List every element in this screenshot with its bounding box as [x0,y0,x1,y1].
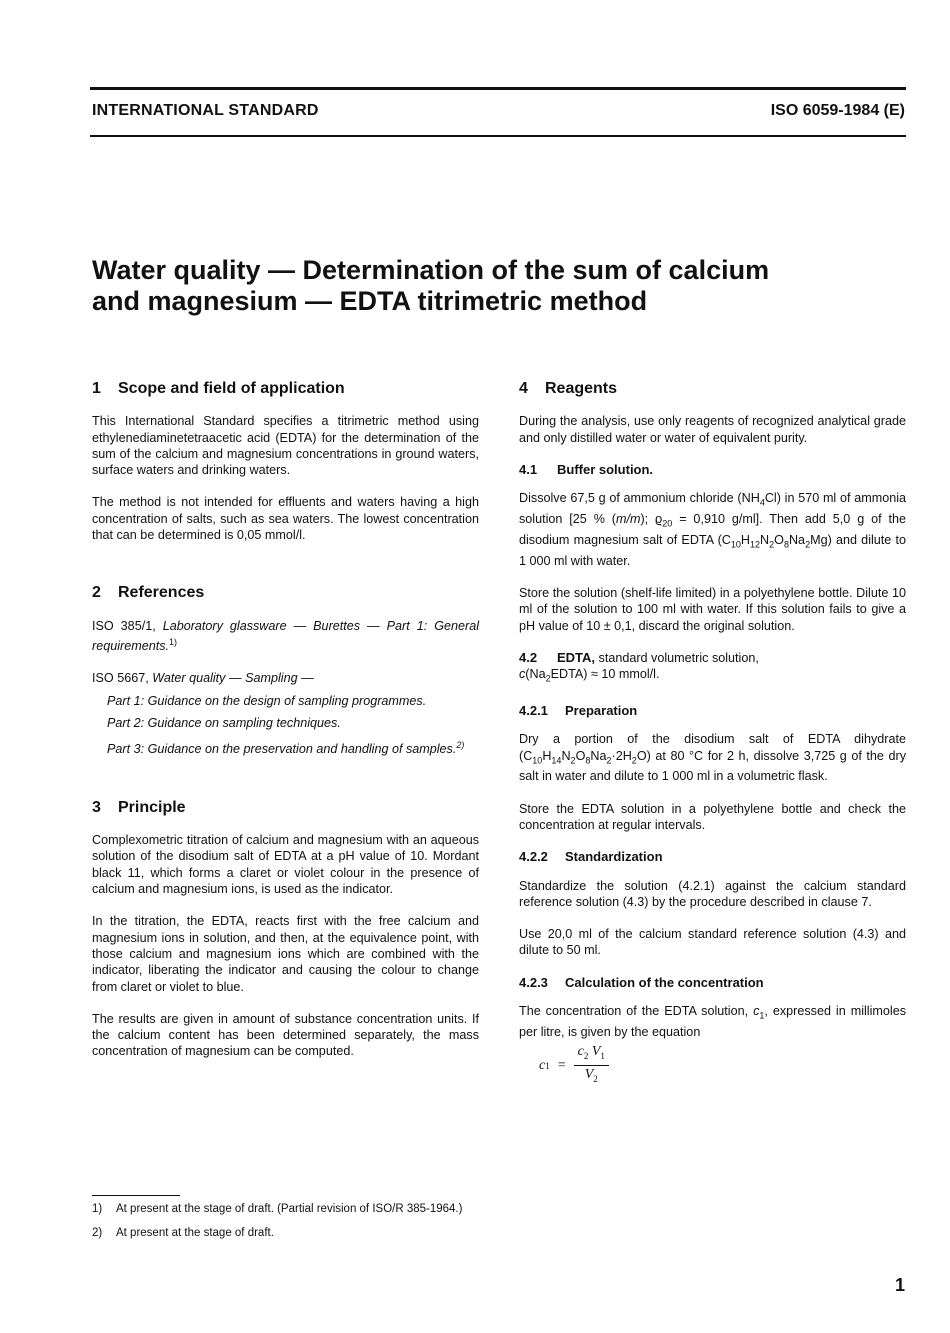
right-column [519,381,906,1087]
title-line-2: and magnesium — EDTA titrimetric method [92,286,648,316]
section-1-paragraph-2: The method is not intended for effluents and waters having a high concentration of salts, such as sea waters. The lowest concentration that can be determined is 0,05 mmol/l. [92,495,479,543]
subsection-4-2-1-paragraph-2: Store the EDTA solution in a polyethylene bottle and check the concentration at regular intervals. [519,801,906,832]
reference-part-2: Part 2: Guidance on sampling techniques. [107,716,341,731]
equation-denominator: $V_2$ [584,1067,598,1084]
footnote-1: 1) At present at the stage of draft. (Partial revision of ISO/R 385-1964.) [92,1203,463,1215]
title-line-1: Water quality — Determination of the sum of calcium [92,255,770,285]
reference-iso-5667: ISO 5667, Water quality — Sampling — [92,671,314,686]
section-3-paragraph-2: In the titration, the EDTA, reacts first with the free calcium and magnesium ions in solution, and then, at the equivalence point, with those calcium and magnesium ions which are combined with the indicator, liberating the indicator and causing the colour to change from claret or violet to blue. [92,914,479,994]
section-1-heading: 1 Scope and field of application [92,380,345,397]
subsection-4-1-heading: 4.1 Buffer solution. [519,461,654,477]
reference-iso-385: ISO 385/1, Laboratory glassware — Burettes — Part 1: General requirements.$^{1)}$ [92,618,480,654]
reference-part-1: Part 1: Guidance on the design of sampling programmes. [107,693,427,708]
document-title [92,255,912,317]
reference-part-3: Part 3: Guidance on the preservation and handling of samples.$^{2)}$ [107,740,465,757]
page-number: 1 [894,1275,905,1295]
section-4-paragraph-1: During the analysis, use only reagents of recognized analytical grade and only distilled water or water of equivalent purity. [519,414,906,445]
header-document-id: ISO 6059-1984 (E) [770,102,905,119]
subsection-4-1-paragraph-2: Store the solution (shelf-life limited) in a polyethylene bottle. Dilute 10 ml of the solution to 100 ml with water. If this solution fails to give a pH value of 10 ± 0,1, discard the original solution. [519,585,906,633]
subsection-4-2-1-heading: 4.2.1 Preparation [519,702,638,718]
subsection-4-2-heading: 4.2 EDTA, standard volumetric solution, $c(Na_2EDTA) \approx 10$ mmol/l. [519,649,759,684]
section-1-paragraph-1: This International Standard specifies a titrimetric method using ethylenediaminetetraacetic acid (EDTA) for the determination of the sum of the calcium and magnesium concentrations in ground waters, surface waters and drinking waters. [92,414,479,478]
footnote-2: 2) At present at the stage of draft. [92,1227,274,1239]
concentration-equation: c 1 = $\frac{c_2 V_1}{V_2}$ [539,1044,906,1087]
subsection-4-2-2-heading: 4.2.2 Standardization [519,849,663,865]
section-3-paragraph-3: The results are given in amount of substance concentration units. If the calcium content has been determined separately, the mass concentration of magnesium can be computed. [92,1011,479,1059]
subsection-4-2-3-paragraph-1: The concentration of the EDTA solution, $c_1$, expressed in millimoles per litre, is given by the equation [519,1004,906,1039]
left-column [92,381,479,1076]
section-3-heading: 3 Principle [92,798,186,816]
footnote-rule [92,1195,180,1196]
header-rule-top [90,87,906,90]
subsection-4-2-2-paragraph-2: Use 20,0 ml of the calcium standard reference solution (4.3) and dilute to 50 ml. [519,927,906,958]
subsection-4-2-3-heading: 4.2.3 Calculation of the concentration [519,974,764,990]
equation-fraction [574,1044,609,1087]
section-2-heading: 2 References [92,584,205,602]
header-standard-label: INTERNATIONAL STANDARD [92,102,319,119]
subsection-4-2-1-paragraph-1: Dry a portion of the disodium salt of EDTA dihydrate $(C_{10}H_{14}N_2O_8Na_2\cdot 2H_2O)$ at 80 °C for 2 h, dissolve 3,725 g of the dry salt in water and dilute to 1 000 ml in a volumetric flask. [519,732,906,784]
subsection-4-1-paragraph-1: Dissolve 67,5 g of ammonium chloride $(NH_4Cl)$ in 570 ml of ammonia solution [25 % (m/m); $ϱ_{20} = 0,910$ g/ml]. Then add 5,0 g of the disodium magnesium salt of EDTA $(C_{10}H_{12}N_2O_8Na_2Mg)$ and dilute to 1 000 ml with water. [519,491,907,568]
section-3-paragraph-1: Complexometric titration of calcium and magnesium with an aqueous solution of the disodium salt of EDTA at a pH value of 10. Mordant black 11, which forms a claret or violet colour in the presence of calcium and magnesium ions, is used as the indicator. [92,833,479,897]
equation-numerator: $c_2$ $V_1$ [574,1044,609,1066]
section-4-heading: 4 Reagents [519,380,618,397]
header-rule-bottom [90,135,906,137]
subsection-4-2-2-paragraph-1: Standardize the solution (4.2.1) against the calcium standard reference solution (4.3) by the procedure described in clause 7. [519,878,906,909]
